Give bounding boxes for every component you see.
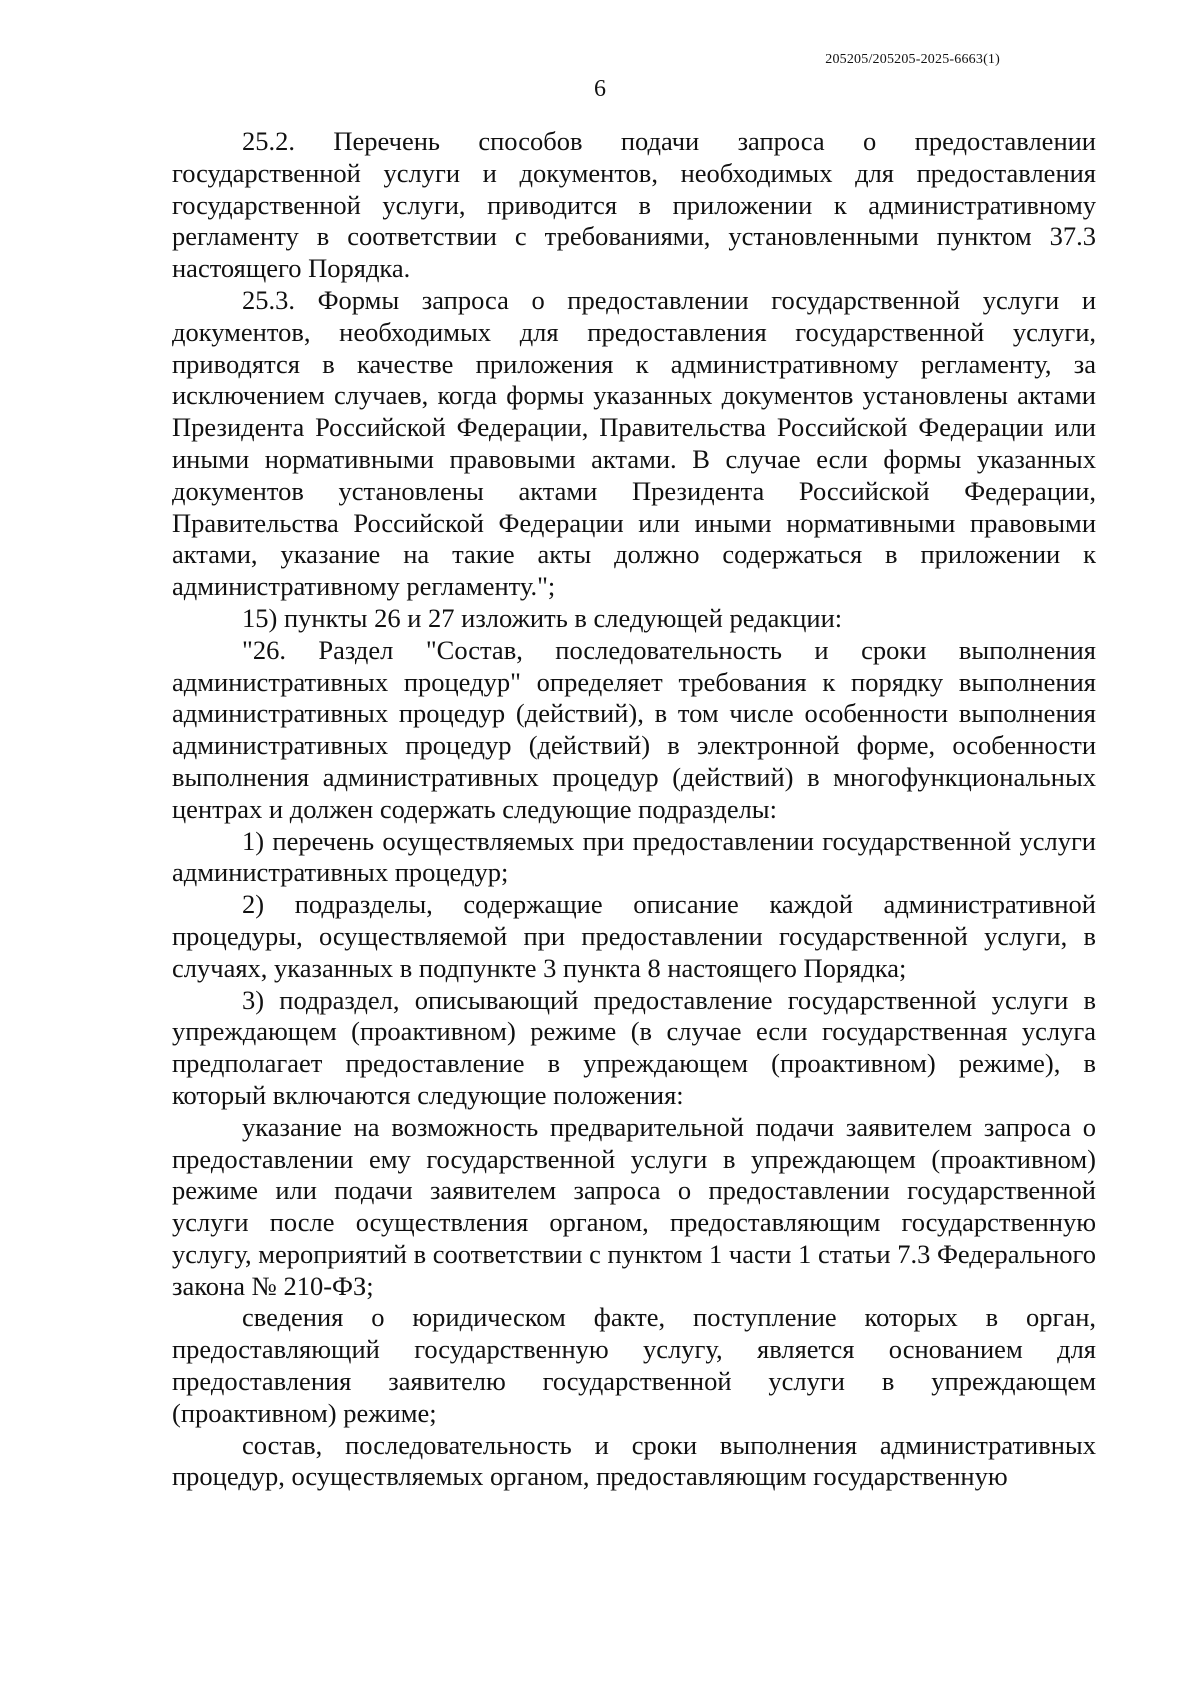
subsection-item-3: 3) подраздел, описывающий предоставление государственной услуги в упреждающем (проактивном) режиме (в случае если государственная услуга предполагает предоставление в упреждающем (проактивном) режиме), в который включаются следующие положения:	[172, 984, 1096, 1110]
paragraph-25-2: 25.2. Перечень способов подачи запроса о предоставлении государственной услуги и документов, необходимых для предоставления государственной услуги, приводится в приложении к административному регламенту в соответствии с требованиями, установленными пунктом 37.3 настоящего Порядка.	[172, 126, 1096, 284]
subsection-item-1: 1) перечень осуществляемых при предоставлении государственной услуги административных процедур;	[172, 825, 1096, 888]
document-id: 205205/205205-2025-6663(1)	[825, 52, 1000, 67]
paragraph-item-15: 15) пункты 26 и 27 изложить в следующей редакции:	[242, 602, 843, 633]
paragraph-25-3: 25.3. Формы запроса о предоставлении государственной услуги и документов, необходимых для предоставления государственной услуги, приводятся в качестве приложения к административному регламенту, за исключением случаев, когда формы указанных документов установлены актами Президента Российской Федерации, Правительства Российской Федерации или иными нормативными правовыми актами. В случае если формы указанных документов установлены актами Президента Российской Федерации, Правительства Российской Федерации или иными нормативными правовыми актами, указание на такие акты должно содержаться в приложении к административному регламенту.";	[172, 284, 1096, 602]
provision-prior-request: указание на возможность предварительной подачи заявителем запроса о предоставлении ему государственной услуги в упреждающем (проактивном) режиме или подачи заявителем запроса о предоставлении государственной услуги после осуществления органом, предоставляющим государственную услугу, мероприятий в соответствии с пунктом 1 части 1 статьи 7.3 Федерального закона № 210-ФЗ;	[172, 1111, 1096, 1301]
document-body	[172, 126, 1096, 1493]
paragraph-26: "26. Раздел "Состав, последовательность и сроки выполнения административных процедур" определяет требования к порядку выполнения административных процедур (действий), в том числе особенности выполнения административных процедур (действий) в электронной форме, особенности выполнения административных процедур (действий) в многофункциональных центрах и должен содержать следующие подразделы:	[172, 634, 1096, 824]
provision-procedures: состав, последовательность и сроки выполнения административных процедур, осуществляемых органом, предоставляющим государственную	[172, 1429, 1096, 1492]
subsection-item-2: 2) подразделы, содержащие описание каждой административной процедуры, осуществляемой при предоставлении государственной услуги, в случаях, указанных в подпункте 3 пункта 8 настоящего Порядка;	[172, 889, 1096, 983]
provision-legal-fact: сведения о юридическом факте, поступление которых в орган, предоставляющий государственную услугу, является основанием для предоставления заявителю государственной услуги в упреждающем (проактивном) режиме;	[172, 1302, 1096, 1428]
page-number: 6	[594, 76, 606, 102]
